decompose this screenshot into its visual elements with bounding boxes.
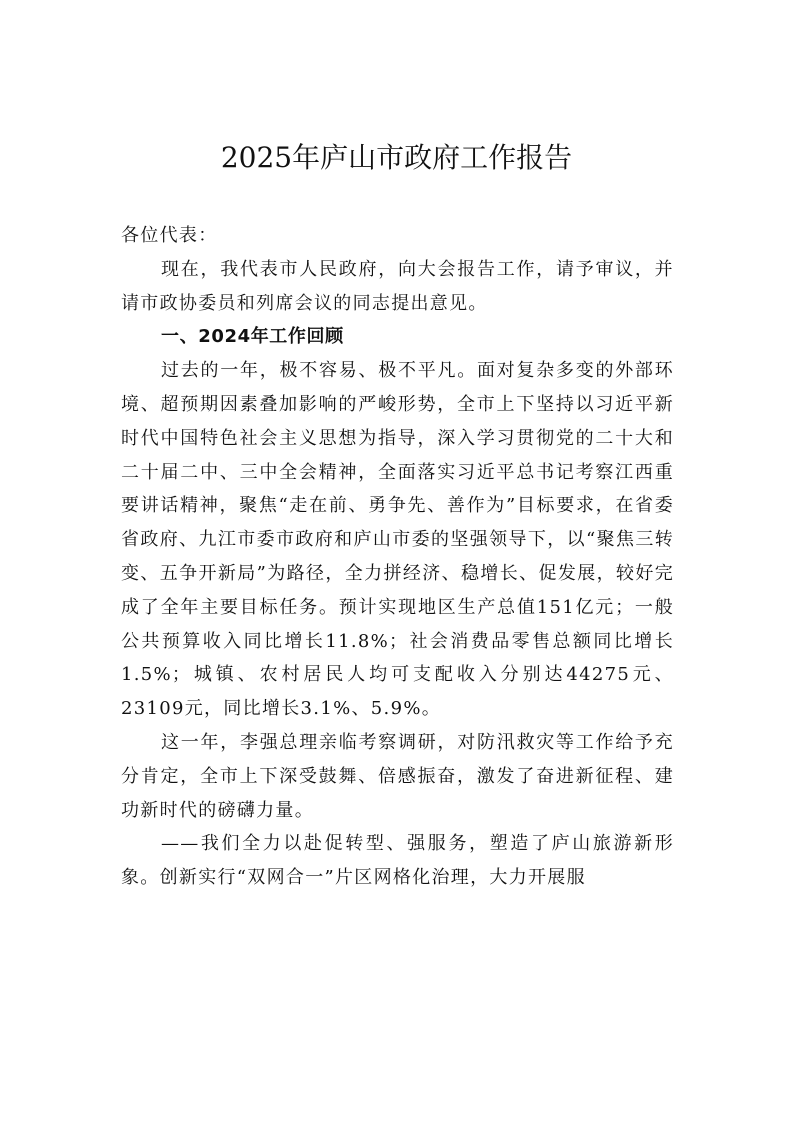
salutation: 各位代表： [121,225,218,246]
page-title: 2025年庐山市政府工作报告 [220,141,573,174]
section-heading: 一、2024年工作回顾 [161,326,344,348]
transform-paragraph: ——我们全力以赴促转型、强服务，塑造了庐山旅游新形象。创新实行“双网合一”片区网格化治理，大力开展服 [121,833,674,889]
visit-paragraph: 这一年，李强总理亲临考察调研，对防汛救灾等工作给予充分肯定，全市上下深受鼓舞、倍感振奋，激发了奋进新征程、建功新时代的磅礴力量。 [121,731,674,821]
review-paragraph: 过去的一年，极不容易、极不平凡。面对复杂多变的外部环境、超预期因素叠加影响的严峻形势，全市上下坚持以习近平新时代中国特色社会主义思想为指导，深入学习贯彻党的二十大和二十届二中、三中全会精神，全面落实习近平总书记考察江西重要讲话精神，聚焦“走在前、勇争先、善作为”目标要求，在省委省政府、九江市委市政府和庐山市委的坚强领导下，以“聚焦三转变、五争开新局”为路径，全力拼经济、稳增长、促发展，较好完成了全年主要目标任务。预计实现地区生产总值151亿元；一般公共预算收入同比增长11.8%；社会消费品零售总额同比增长1.5%；城镇、农村居民人均可支配收入分别达44275元、23109元，同比增长3.1%、5.9%。 [121,360,674,720]
intro-paragraph: 现在，我代表市人民政府，向大会报告工作，请予审议，并请市政协委员和列席会议的同志提出意见。 [121,258,674,314]
document-body [121,219,674,895]
